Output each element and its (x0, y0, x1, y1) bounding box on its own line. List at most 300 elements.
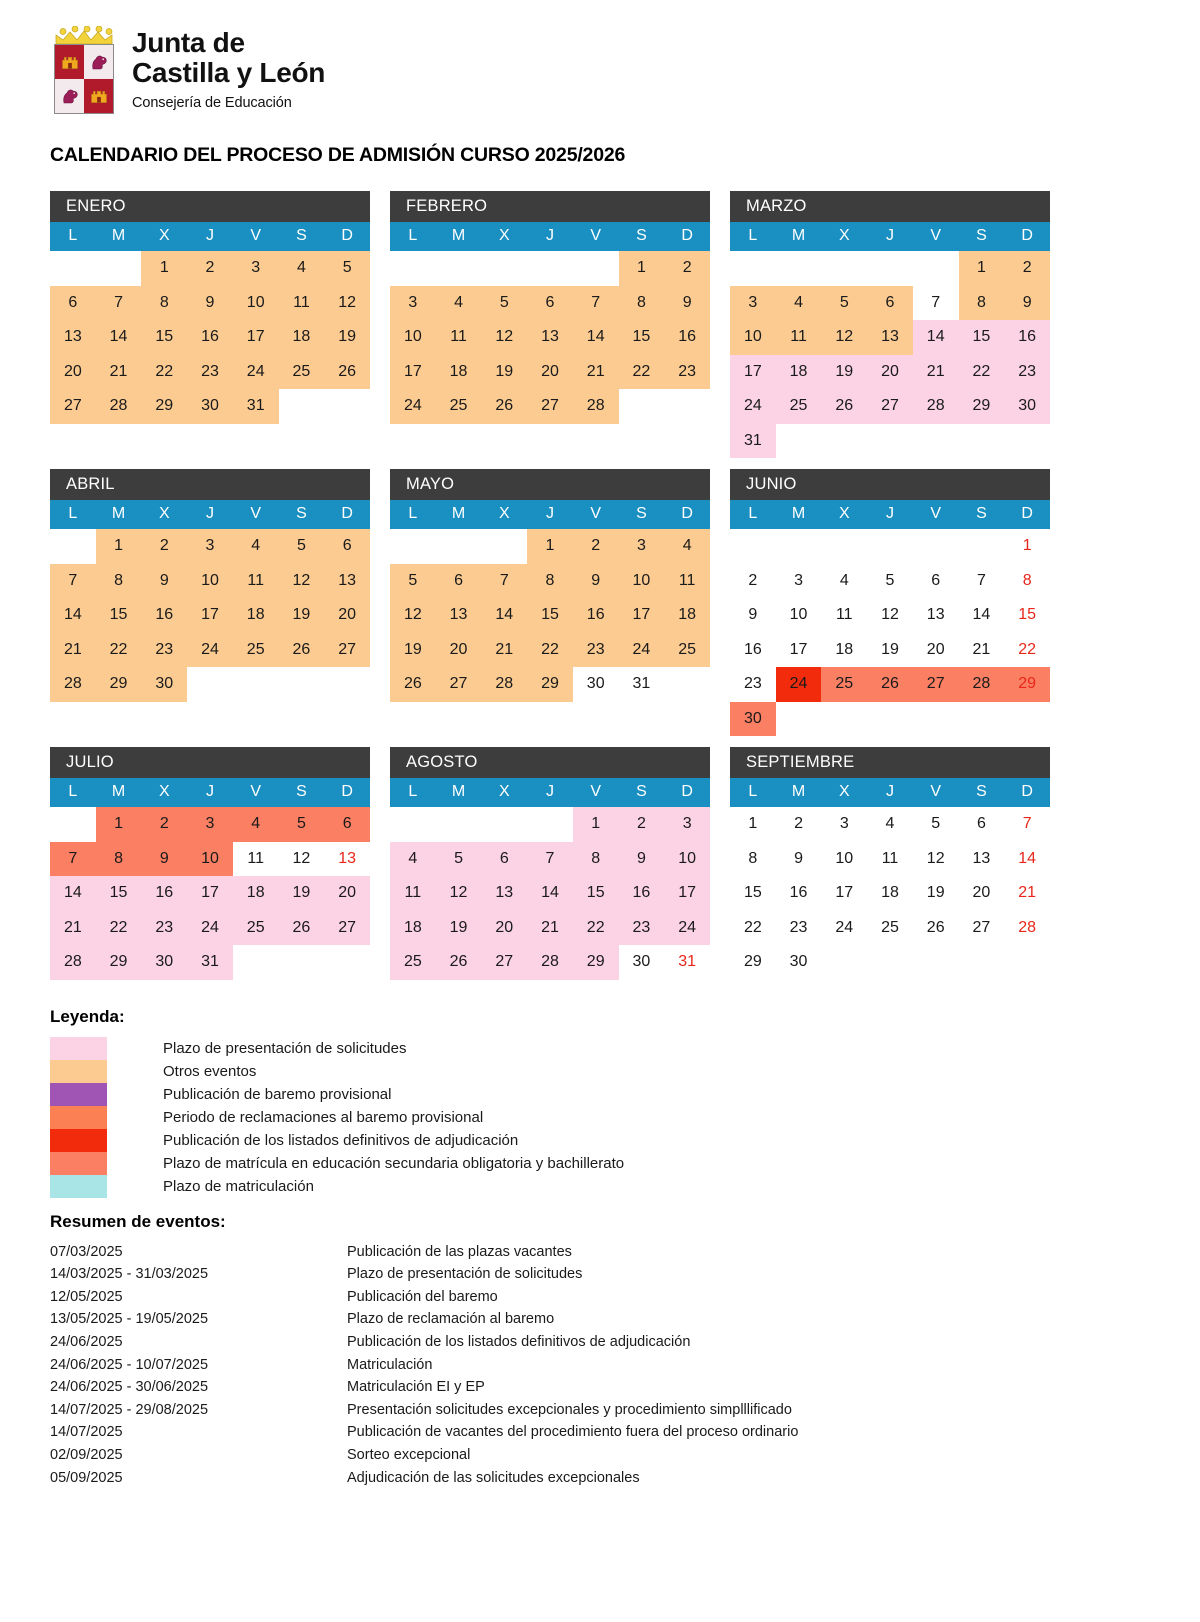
day-cell: 15 (527, 598, 573, 633)
day-cell: 19 (390, 633, 436, 668)
week-row (50, 633, 370, 668)
day-cell: 18 (776, 355, 822, 390)
weekday-header: L (68, 227, 78, 244)
weekday-header-row (390, 500, 710, 529)
day-cell: 13 (972, 849, 991, 867)
weekday-header: X (158, 505, 170, 522)
weekday-header: X (498, 783, 510, 800)
day-cell: 30 (789, 953, 808, 970)
weekday-header: V (590, 227, 602, 244)
day-cell: 15 (141, 320, 187, 355)
day-cell: 26 (867, 667, 913, 702)
day-cell: 15 (959, 320, 1005, 355)
day-cell: 16 (573, 598, 619, 633)
weekday-header: M (111, 505, 126, 522)
day-cell: 5 (390, 564, 436, 599)
day-cell: 28 (1018, 918, 1037, 936)
day-cell: 17 (233, 320, 279, 355)
day-cell: 31 (187, 945, 233, 980)
day-cell: 7 (50, 564, 96, 599)
weekday-header: D (1021, 783, 1033, 800)
week-row (390, 529, 710, 564)
resumen-table (50, 1244, 798, 1493)
day-cell-empty (324, 945, 370, 980)
day-cell: 18 (233, 598, 279, 633)
day-cell: 13 (436, 598, 482, 633)
table-row (50, 1447, 798, 1470)
day-cell-empty (867, 424, 913, 459)
day-cell: 29 (959, 389, 1005, 424)
day-cell: 11 (835, 606, 853, 623)
weekday-header: V (590, 505, 602, 522)
day-cell-empty (776, 529, 822, 564)
week-row (50, 667, 370, 702)
month-header: JUNIO (730, 469, 1050, 500)
weekday-header: S (976, 505, 987, 522)
day-cell: 27 (324, 911, 370, 946)
day-cell: 1 (959, 251, 1005, 286)
day-cell: 26 (279, 911, 325, 946)
week-row (730, 564, 1050, 599)
day-cell-empty (821, 251, 867, 286)
month-weeks (390, 529, 710, 702)
day-cell: 15 (1018, 606, 1037, 623)
weekday-header: L (748, 783, 758, 800)
weekday-header-row (730, 222, 1050, 251)
week-row (730, 842, 1050, 877)
day-cell: 9 (141, 564, 187, 599)
day-cell: 7 (527, 842, 573, 877)
day-cell-empty (867, 702, 913, 737)
week-row (390, 945, 710, 980)
day-cell: 17 (835, 884, 854, 901)
month-abril (50, 469, 370, 736)
day-cell: 5 (931, 815, 941, 832)
week-row (730, 911, 1050, 946)
day-cell: 28 (481, 667, 527, 702)
day-cell: 9 (664, 286, 710, 321)
day-cell: 22 (743, 918, 762, 936)
week-row (390, 251, 710, 286)
day-cell: 18 (881, 884, 899, 901)
day-cell: 29 (527, 667, 573, 702)
month-marzo (730, 191, 1050, 458)
event-description: Publicación del baremo (347, 1288, 498, 1305)
week-row (390, 876, 710, 911)
day-cell: 16 (187, 320, 233, 355)
day-cell: 21 (913, 355, 959, 390)
day-cell-empty (913, 529, 959, 564)
weekday-header: D (1021, 227, 1033, 244)
day-cell: 25 (664, 633, 710, 668)
day-cell: 25 (776, 389, 822, 424)
legend-swatch (50, 1152, 107, 1175)
day-cell: 2 (141, 807, 187, 842)
day-cell: 22 (573, 911, 619, 946)
day-cell: 12 (279, 564, 325, 599)
day-cell: 20 (972, 884, 991, 901)
day-cell: 17 (390, 355, 436, 390)
day-cell: 19 (926, 884, 945, 901)
day-cell: 6 (867, 286, 913, 321)
day-cell: 21 (527, 911, 573, 946)
day-cell: 22 (141, 355, 187, 390)
day-cell: 10 (619, 564, 665, 599)
month-weeks (50, 529, 370, 702)
month-mayo (390, 469, 710, 736)
day-cell: 20 (324, 876, 370, 911)
weekday-header-row (390, 778, 710, 807)
day-cell: 1 (573, 807, 619, 842)
day-cell: 24 (187, 633, 233, 668)
day-cell: 11 (247, 849, 264, 867)
day-cell: 5 (436, 842, 482, 877)
day-cell: 23 (664, 355, 710, 390)
weekday-header-row (50, 778, 370, 807)
week-row (730, 633, 1050, 668)
legend-item (50, 1083, 1200, 1106)
day-cell: 1 (748, 815, 758, 832)
day-cell: 8 (748, 849, 758, 867)
brand-text (132, 18, 325, 111)
day-cell: 28 (913, 389, 959, 424)
day-cell: 13 (867, 320, 913, 355)
month-julio (50, 747, 370, 980)
week-row (730, 667, 1050, 702)
week-row (730, 529, 1050, 564)
weekday-header: J (545, 227, 554, 244)
week-row (730, 598, 1050, 633)
day-cell: 12 (881, 606, 899, 623)
weekday-header: V (930, 783, 942, 800)
week-row (390, 667, 710, 702)
week-row (50, 911, 370, 946)
weekday-header: M (111, 783, 126, 800)
weekday-header: D (341, 505, 353, 522)
day-cell: 26 (926, 918, 945, 936)
week-row (390, 842, 710, 877)
day-cell: 11 (776, 320, 822, 355)
day-cell: 25 (233, 911, 279, 946)
day-cell: 6 (324, 529, 370, 564)
legend-swatch (50, 1083, 107, 1106)
day-cell: 10 (789, 606, 808, 623)
week-row (390, 598, 710, 633)
day-cell: 2 (573, 529, 619, 564)
day-cell: 9 (141, 842, 187, 877)
event-description: Plazo de reclamación al baremo (347, 1311, 555, 1328)
day-cell: 8 (959, 286, 1005, 321)
day-cell-empty (324, 667, 370, 702)
weekday-header: X (498, 227, 510, 244)
day-cell-empty (436, 251, 482, 286)
event-date: 02/09/2025 (50, 1446, 123, 1463)
day-cell-empty (776, 424, 822, 459)
day-cell: 28 (527, 945, 573, 980)
day-cell-empty (50, 529, 96, 564)
day-cell: 20 (436, 633, 482, 668)
day-cell-empty (959, 702, 1005, 737)
day-cell: 19 (881, 640, 899, 658)
day-cell: 1 (96, 807, 142, 842)
table-row (50, 1244, 798, 1267)
day-cell: 4 (390, 842, 436, 877)
legend-item (50, 1106, 1200, 1129)
day-cell: 8 (1022, 571, 1032, 589)
day-cell: 18 (390, 911, 436, 946)
weekday-header: M (791, 227, 806, 244)
day-cell: 20 (50, 355, 96, 390)
week-row (730, 286, 1050, 321)
weekday-header: X (838, 505, 850, 522)
day-cell: 13 (50, 320, 96, 355)
day-cell: 24 (835, 918, 854, 936)
month-header: JULIO (50, 747, 370, 778)
day-cell-empty (1004, 945, 1050, 980)
day-cell-empty (913, 702, 959, 737)
weekday-header: J (885, 783, 894, 800)
day-cell: 5 (279, 807, 325, 842)
week-row (50, 389, 370, 424)
week-row (730, 876, 1050, 911)
event-description: Sorteo excepcional (347, 1446, 471, 1463)
week-row (50, 355, 370, 390)
day-cell: 9 (748, 606, 758, 623)
day-cell: 26 (821, 389, 867, 424)
day-cell: 8 (619, 286, 665, 321)
day-cell: 1 (96, 529, 142, 564)
day-cell: 26 (436, 945, 482, 980)
day-cell: 11 (436, 320, 482, 355)
weekday-header-row (730, 778, 1050, 807)
week-row (390, 320, 710, 355)
weekday-header: M (111, 227, 126, 244)
day-cell: 14 (481, 598, 527, 633)
week-row (50, 320, 370, 355)
day-cell-empty (324, 389, 370, 424)
day-cell: 24 (390, 389, 436, 424)
event-date: 13/05/2025 - 19/05/2025 (50, 1311, 209, 1328)
day-cell: 21 (50, 633, 96, 668)
legend-label: Publicación de los listados definitivos de adjudicación (163, 1131, 519, 1149)
weekday-header: D (341, 227, 353, 244)
weekday-header: X (838, 227, 850, 244)
week-row (50, 286, 370, 321)
week-row (730, 389, 1050, 424)
day-cell: 24 (776, 667, 822, 702)
day-cell: 23 (141, 633, 187, 668)
day-cell-empty (390, 529, 436, 564)
weekday-header: S (296, 227, 307, 244)
day-cell: 23 (141, 911, 187, 946)
day-cell: 3 (619, 529, 665, 564)
day-cell: 17 (187, 598, 233, 633)
day-cell: 16 (619, 876, 665, 911)
weekday-header: D (681, 783, 693, 800)
day-cell-empty (821, 702, 867, 737)
week-row (390, 389, 710, 424)
day-cell: 24 (233, 355, 279, 390)
weekday-header: D (1021, 505, 1033, 522)
day-cell-empty (821, 945, 867, 980)
weekday-header: L (68, 505, 78, 522)
weekday-header-row (50, 222, 370, 251)
week-row (730, 355, 1050, 390)
legend-swatch (50, 1129, 107, 1152)
resumen-title: Resumen de eventos: (50, 1211, 226, 1231)
day-cell-empty (959, 945, 1005, 980)
day-cell: 30 (187, 389, 233, 424)
day-cell: 31 (233, 389, 279, 424)
week-row (50, 564, 370, 599)
weekday-header: D (341, 783, 353, 800)
day-cell: 10 (730, 320, 776, 355)
day-cell: 27 (527, 389, 573, 424)
day-cell: 23 (1004, 355, 1050, 390)
shield-icon (54, 44, 114, 114)
day-cell: 20 (867, 355, 913, 390)
day-cell-empty (821, 424, 867, 459)
event-date: 12/05/2025 (50, 1288, 123, 1305)
event-description: Matriculación EI y EP (347, 1379, 485, 1396)
table-row (50, 1266, 798, 1289)
month-weeks (730, 807, 1050, 980)
week-row (730, 320, 1050, 355)
month-weeks (390, 807, 710, 980)
day-cell: 3 (187, 529, 233, 564)
day-cell: 9 (187, 286, 233, 321)
day-cell: 4 (233, 529, 279, 564)
day-cell: 2 (619, 807, 665, 842)
day-cell-empty (959, 529, 1005, 564)
day-cell: 5 (279, 529, 325, 564)
event-description: Publicación de los listados definitivos de adjudicación (347, 1333, 691, 1350)
event-date: 14/07/2025 (50, 1424, 123, 1441)
week-row (390, 355, 710, 390)
day-cell: 28 (959, 667, 1005, 702)
legend-label: Otros eventos (163, 1062, 257, 1080)
day-cell: 11 (279, 286, 325, 321)
day-cell: 15 (96, 876, 142, 911)
month-weeks (390, 251, 710, 424)
month-header: MAYO (390, 469, 710, 500)
day-cell-empty (730, 529, 776, 564)
day-cell: 10 (835, 849, 854, 867)
legend-item (50, 1152, 1200, 1175)
weekday-header: D (681, 227, 693, 244)
day-cell: 13 (926, 606, 945, 623)
day-cell: 25 (821, 667, 867, 702)
legend-swatch (50, 1106, 107, 1129)
day-cell: 6 (436, 564, 482, 599)
day-cell: 14 (1018, 849, 1037, 867)
day-cell: 4 (776, 286, 822, 321)
day-cell: 21 (50, 911, 96, 946)
weekday-header: S (636, 505, 647, 522)
day-cell: 27 (481, 945, 527, 980)
month-header: ENERO (50, 191, 370, 222)
day-cell: 14 (96, 320, 142, 355)
day-cell-empty (776, 251, 822, 286)
day-cell: 17 (789, 640, 808, 658)
day-cell: 6 (527, 286, 573, 321)
day-cell: 5 (481, 286, 527, 321)
day-cell-empty (527, 251, 573, 286)
day-cell: 20 (324, 598, 370, 633)
day-cell-empty (619, 389, 665, 424)
day-cell-empty (913, 945, 959, 980)
day-cell-empty (821, 529, 867, 564)
day-cell: 26 (390, 667, 436, 702)
day-cell-empty (730, 251, 776, 286)
calendar-months-grid (50, 191, 1050, 991)
weekday-header: L (68, 783, 78, 800)
day-cell: 4 (839, 571, 849, 589)
table-row (50, 1311, 798, 1334)
week-row (390, 911, 710, 946)
legend-item (50, 1175, 1200, 1198)
month-enero (50, 191, 370, 458)
day-cell: 1 (527, 529, 573, 564)
day-cell-empty (436, 529, 482, 564)
day-cell: 22 (959, 355, 1005, 390)
legend-label: Periodo de reclamaciones al baremo provisional (163, 1108, 484, 1126)
day-cell: 7 (573, 286, 619, 321)
week-row (390, 564, 710, 599)
day-cell: 1 (1022, 537, 1032, 554)
day-cell: 22 (527, 633, 573, 668)
table-row (50, 1289, 798, 1312)
weekday-header: L (408, 783, 418, 800)
day-cell: 29 (96, 667, 142, 702)
day-cell: 3 (187, 807, 233, 842)
day-cell: 19 (821, 355, 867, 390)
document-header (0, 0, 1200, 114)
day-cell-empty (664, 389, 710, 424)
weekday-header: L (408, 505, 418, 522)
day-cell: 26 (481, 389, 527, 424)
day-cell: 27 (324, 633, 370, 668)
day-cell: 27 (50, 389, 96, 424)
day-cell: 9 (573, 564, 619, 599)
day-cell: 17 (187, 876, 233, 911)
day-cell: 17 (619, 598, 665, 633)
day-cell: 8 (573, 842, 619, 877)
day-cell: 26 (279, 633, 325, 668)
day-cell: 8 (141, 286, 187, 321)
day-cell: 12 (436, 876, 482, 911)
day-cell: 3 (839, 815, 849, 832)
event-date: 14/03/2025 - 31/03/2025 (50, 1266, 209, 1283)
day-cell: 11 (390, 876, 436, 911)
day-cell: 28 (50, 667, 96, 702)
day-cell-empty (390, 251, 436, 286)
day-cell: 16 (743, 640, 762, 658)
day-cell: 18 (664, 598, 710, 633)
day-cell: 30 (586, 675, 605, 692)
event-description: Adjudicación de las solicitudes excepcionales (347, 1469, 640, 1486)
day-cell: 28 (96, 389, 142, 424)
day-cell: 9 (794, 849, 804, 867)
legend-items (50, 1037, 1200, 1198)
day-cell-empty (1004, 702, 1050, 737)
day-cell: 31 (730, 424, 776, 459)
page-title: CALENDARIO DEL PROCESO DE ADMISIÓN CURSO 2025/2026 (50, 144, 626, 166)
day-cell: 30 (730, 702, 776, 737)
day-cell: 30 (1004, 389, 1050, 424)
week-row (50, 807, 370, 842)
day-cell: 7 (931, 293, 941, 311)
